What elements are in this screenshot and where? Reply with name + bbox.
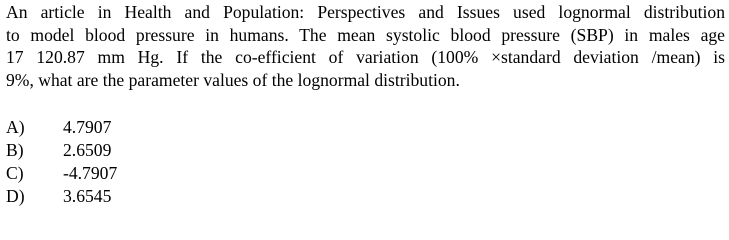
option-b: [6, 139, 117, 162]
option-value: 2.6509: [63, 140, 112, 160]
option-letter: A): [6, 117, 25, 137]
option-value: 4.7907: [63, 117, 112, 137]
question-line: 17 120.87 mm Hg. If the co-efficient of variation (100% ×standard deviation /mean) is: [6, 47, 725, 68]
option-value: -4.7907: [63, 163, 118, 183]
option-a: [6, 116, 117, 139]
option-c: [6, 162, 117, 185]
option-letter: B): [6, 140, 24, 160]
option-letter: C): [6, 163, 24, 183]
question-line: An article in Health and Population: Perspectives and Issues used lognormal distribution: [6, 2, 725, 22]
option-d: [6, 185, 117, 208]
question-line: 9%, what are the parameter values of the lognormal distribution.: [6, 69, 460, 90]
option-value: 3.6545: [63, 186, 112, 206]
answer-options: [6, 116, 117, 208]
option-letter: D): [6, 186, 25, 206]
question-line: to model blood pressure in humans. The mean systolic blood pressure (SBP) in males age: [6, 24, 725, 45]
question-text: [6, 1, 725, 91]
